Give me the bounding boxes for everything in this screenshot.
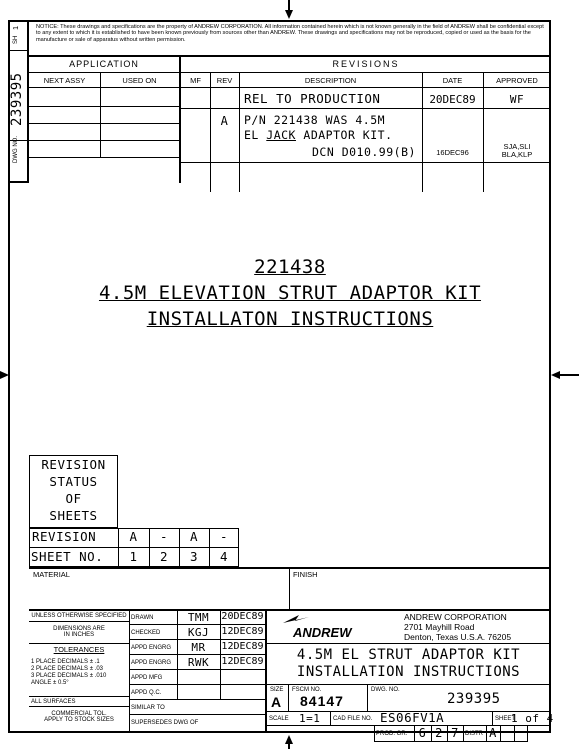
center-arrow-bottom	[285, 735, 293, 744]
distr-1: A	[489, 726, 497, 740]
spec-tol-4: ANGLE ± 0.5°	[31, 680, 69, 686]
rev-status-l4: SHEETS	[49, 508, 98, 523]
rev-header-rev: REV	[216, 76, 233, 85]
rev-header-mf: MF	[190, 76, 201, 85]
spec-comm-1: COMMERCIAL TOL.	[51, 711, 107, 717]
size-value: A	[271, 694, 282, 710]
rev-row2-line2	[244, 130, 393, 142]
company-name: ANDREW CORPORATION	[404, 612, 507, 622]
dwg-no-label: DWG. NO.	[371, 687, 400, 693]
sheet-tab-sh-num: 1	[11, 25, 20, 30]
rev-status-revision-label: REVISION	[32, 529, 97, 544]
prod-gr-1: 6	[418, 726, 427, 740]
size-label: SIZE	[270, 687, 284, 693]
cad-file-value: ES06FV1A	[380, 710, 445, 725]
rev-row2-line1: P/N 221438 WAS 4.5M	[244, 113, 386, 127]
prod-gr-3: 7	[451, 726, 459, 740]
scale-label: SCALE	[269, 716, 289, 722]
main-title-line3: INSTALLATON INSTRUCTIONS	[146, 308, 434, 330]
rev-header-date: DATE	[442, 76, 463, 85]
spec-tol-3: 3 PLACE DECIMALS ± .010	[31, 673, 107, 679]
application-col-used-on: USED ON	[122, 76, 157, 85]
rev-row2-approved-1: SJA,SLI	[503, 142, 531, 151]
approval-checked-date: 12DEC89	[221, 626, 264, 637]
drawing-title-line2: INSTALLATION INSTRUCTIONS	[296, 664, 521, 680]
rev-status-sheet-2: 2	[159, 549, 169, 564]
rev-status-l3: OF	[65, 491, 82, 506]
rev-status-rev-1: A	[129, 529, 138, 544]
approval-engrg2-label: APPD ENGRG	[131, 660, 172, 666]
approval-qc-label: APPD Q.C.	[131, 690, 162, 696]
application-col-next-assy: NEXT ASSY	[43, 76, 86, 85]
center-arrow-right	[551, 371, 560, 379]
notice-text: NOTICE: These drawings and specifications are the property of ANDREW CORPORATION. All information contained herein which is not known generally in the field of ANDREW shall be confidential except to any extent to which it is established to have been known previously from sources other than ANDREW. These drawings and specifications may not be reproduced, copied or used as the basis for the manufacture or sale of apparatus without written permission.	[36, 24, 544, 43]
company-address-1: 2701 Mayhill Road	[404, 622, 475, 632]
cad-file-label: CAD FILE NO.	[333, 716, 373, 722]
approval-checked-init: KGJ	[187, 626, 210, 639]
spec-tolerances-title: TOLERANCES	[53, 645, 105, 654]
approval-drawn-label: DRAWN	[131, 615, 154, 621]
approval-checked-label: CHECKED	[131, 630, 161, 636]
center-arrow-left	[0, 371, 9, 379]
spec-dims-2: IN INCHES	[63, 632, 95, 638]
spec-tol-1: 1 PLACE DECIMALS ± .1	[31, 659, 100, 665]
supersedes-label: SUPERSEDES DWG OF	[131, 720, 199, 726]
rev-status-sheet-1: 1	[129, 549, 138, 564]
finish-label: FINISH	[293, 570, 318, 579]
rev-status-rev-4: -	[219, 529, 229, 544]
main-title-part-number: 221438	[254, 256, 326, 278]
rev-row1-description: REL TO PRODUCTION	[244, 91, 381, 106]
main-title-line2: 4.5M ELEVATION STRUT ADAPTOR KIT	[98, 282, 482, 304]
prod-gr-2: 2	[435, 726, 443, 740]
andrew-logo-icon	[281, 613, 377, 641]
spec-tol-2: 2 PLACE DECIMALS ± .03	[31, 666, 103, 672]
center-arrow-top	[285, 10, 293, 19]
similar-to-label: SIMILAR TO	[131, 705, 165, 711]
rev-status-sheet-label: SHEET NO.	[31, 549, 104, 564]
dwg-no-value: 239395	[447, 691, 501, 707]
sheet-value: 1 of 4	[511, 712, 554, 725]
rev-row2-rev: A	[220, 114, 229, 128]
rev-status-l2: STATUS	[49, 474, 98, 489]
spec-unless: UNLESS OTHERWISE SPECIFIED	[31, 613, 127, 619]
sheet-tab-dwg-no: 239395	[9, 72, 25, 126]
drawing-title-line1: 4.5M EL STRUT ADAPTOR KIT	[296, 647, 521, 663]
rev-header-description: DESCRIPTION	[304, 76, 357, 85]
rev-row2-line2-c: ADAPTOR KIT.	[295, 128, 393, 142]
rev-status-rev-2: -	[159, 529, 169, 544]
prod-gr-label: PROD. GR.	[376, 731, 408, 737]
rev-row2-line3: DCN D010.99(B)	[312, 145, 416, 159]
rev-row2-line2-a: EL	[244, 128, 267, 142]
spec-dims-1: DIMENSIONS ARE	[53, 626, 105, 632]
rev-status-sheet-4: 4	[219, 549, 229, 564]
rev-row1-date: 20DEC89	[429, 93, 476, 106]
rev-status-sheet-3: 3	[189, 549, 199, 564]
company-address-2: Denton, Texas U.S.A. 76205	[404, 632, 512, 642]
approval-mfg-label: APPD MFG	[131, 675, 163, 681]
approval-engrg1-init: MR	[191, 641, 206, 654]
spec-surfaces: ALL SURFACES	[31, 699, 76, 705]
approval-engrg2-init: RWK	[187, 656, 210, 669]
approval-drawn-date: 20DEC89	[221, 611, 264, 622]
fscm-label: FSCM NO.	[292, 687, 322, 693]
rev-row1-approved: WF	[509, 93, 525, 106]
rev-row2-approved-2: BLA,KLP	[501, 150, 533, 159]
rev-row2-date: 16DEC96	[436, 148, 469, 157]
spec-comm-2: APPLY TO STOCK SIZES	[44, 717, 114, 723]
rev-status-rev-3: A	[189, 529, 199, 544]
distr-label: DISTR	[465, 731, 483, 737]
approval-engrg2-date: 12DEC89	[221, 656, 264, 667]
approval-engrg1-date: 12DEC89	[221, 641, 264, 652]
rev-header-approved: APPROVED	[496, 76, 538, 85]
sheet-tab-dwg-label: DWG NO.	[13, 136, 19, 163]
fscm-value: 84147	[300, 693, 344, 709]
scale-value: 1=1	[299, 712, 321, 725]
sheet-label: SHEET	[495, 716, 516, 722]
rev-status-l1: REVISION	[41, 457, 106, 472]
sheet-tab-sh-label: SH	[13, 35, 19, 44]
material-label: MATERIAL	[33, 570, 70, 579]
rev-row2-line2-b: JACK	[266, 128, 296, 142]
approval-drawn-init: TMM	[187, 611, 210, 624]
revisions-title: REVISIONS	[332, 59, 400, 69]
application-title: APPLICATION	[69, 59, 139, 69]
andrew-logo-text: ANDREW	[293, 625, 352, 640]
approval-engrg1-label: APPD ENGRG	[131, 645, 172, 651]
